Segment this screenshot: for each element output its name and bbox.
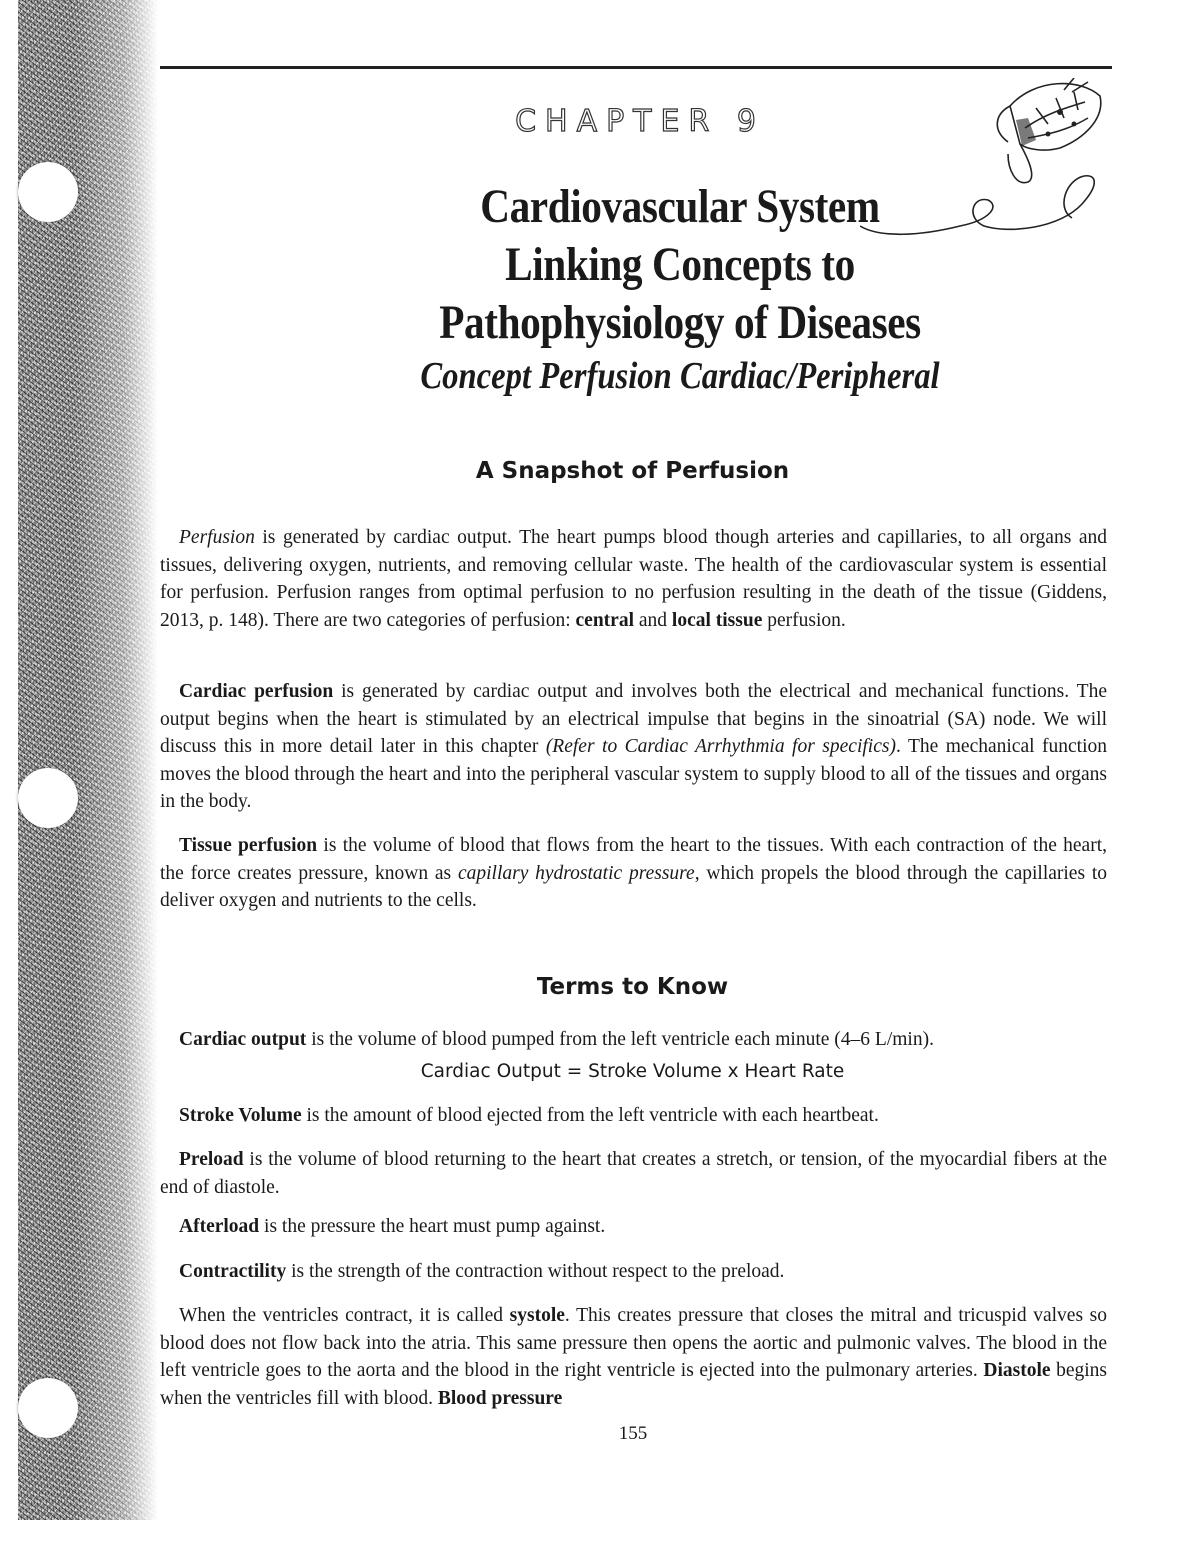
definition-stroke-volume — [160, 1102, 1107, 1130]
formula-cardiac-output: Cardiac Output = Stroke Volume x Heart Rate — [420, 1061, 845, 1082]
paragraph-text: is the volume of blood that flows from the heart to the tissues. With each contraction of the heart, the force creates pressure, known as — [160, 835, 1107, 884]
definition-text: is the volume of blood pumped from the left ventricle each minute (4–6 L/min). — [306, 1029, 934, 1050]
chapter-title-line-1: Cardiovascular System — [480, 180, 880, 233]
term-central: central — [575, 609, 634, 631]
section-heading-terms: Terms to Know — [536, 974, 729, 1000]
chapter-title-line-2: Linking Concepts to — [505, 238, 855, 291]
chapter-subtitle: Concept Perfusion Cardiac/Peripheral — [420, 355, 940, 397]
term-capillary-hydrostatic-pressure: capillary hydrostatic pressure — [457, 862, 695, 884]
paragraph-text: is generated by cardiac output and involves both the electrical and mechanical functions. The output begins when the heart is stimulated by an electrical impulse that begins in the sinoatrial (SA) node. We will discuss this in more detail later in this chapter — [160, 681, 1107, 757]
chapter-title-block — [300, 178, 1060, 400]
chapter-title-line-3: Pathophysiology of Diseases — [439, 296, 921, 349]
page-number: 155 — [618, 1423, 648, 1444]
term-afterload: Afterload — [179, 1216, 260, 1237]
paragraph-perfusion — [160, 524, 1107, 634]
term-perfusion: Perfusion — [179, 527, 255, 548]
paragraph-text: . This creates pressure that closes the mitral and tricuspid valves so blood does not flow back into the atria. This same pressure then opens the aortic and pulmonic valves. The blood in the left ventricle goes to the aorta and the blood in the right ventricle is ejected into the pulmonary arteries. — [160, 1305, 1107, 1381]
definition-text: is the pressure the heart must pump against. — [259, 1216, 606, 1237]
term-tissue-perfusion: Tissue perfusion — [179, 835, 318, 856]
paragraph-text: is generated by cardiac output. The heart pumps blood though arteries and capillaries, to all organs and tissues, delivering oxygen, nutrients, and removing cellular waste. The health of the cardiovascular system is essential for perfusion. Perfusion ranges from optimal perfusion to no perfusion resulting in the death of the tissue (Giddens, 2013, p. 148). There are two categories of perfusion: — [160, 527, 1107, 631]
term-preload: Preload — [179, 1149, 244, 1170]
definition-preload — [160, 1146, 1107, 1201]
term-cardiac-perfusion: Cardiac perfusion — [179, 681, 334, 702]
cross-reference: (Refer to Cardiac Arrhythmia for specifics) — [545, 736, 896, 757]
paragraph-tissue-perfusion — [160, 832, 1107, 915]
section-heading-snapshot: A Snapshot of Perfusion — [475, 458, 790, 484]
paragraph-text: . The mechanical function moves the blood through the heart and into the peripheral vascular system to supply blood to all of the tissues and organs in the body. — [160, 736, 1108, 812]
paragraph-text: , which propels the blood through the capillaries to deliver oxygen and nutrients to the cells. — [160, 862, 1108, 911]
definition-cardiac-output — [160, 1026, 1107, 1054]
definition-afterload — [160, 1213, 1107, 1241]
paragraph-text: and — [634, 609, 672, 631]
term-local-tissue: local tissue — [671, 609, 763, 631]
term-contractility: Contractility — [179, 1261, 287, 1282]
term-diastole: Diastole — [983, 1360, 1051, 1381]
definition-text: is the amount of blood ejected from the left ventricle with each heartbeat. — [301, 1105, 879, 1126]
chapter-label: CHAPTER 9 — [515, 104, 765, 139]
paragraph-systole-diastole — [160, 1302, 1107, 1412]
definition-contractility — [160, 1258, 1107, 1286]
definition-text: is the volume of blood returning to the heart that creates a stretch, or tension, of the myocardial fibers at the end of diastole. — [160, 1149, 1107, 1198]
header-rule — [160, 66, 1112, 69]
paragraph-text: begins when the ventricles fill with blood. — [160, 1360, 1108, 1409]
paragraph-cardiac-perfusion — [160, 678, 1107, 816]
term-cardiac-output: Cardiac output — [179, 1029, 307, 1050]
punch-hole-middle — [18, 768, 78, 828]
punch-hole-top — [18, 162, 78, 222]
term-stroke-volume: Stroke Volume — [179, 1105, 302, 1126]
term-blood-pressure: Blood pressure — [437, 1387, 563, 1409]
paragraph-text: When the ventricles contract, it is called — [179, 1305, 510, 1326]
definition-text: is the strength of the contraction without respect to the preload. — [286, 1261, 785, 1282]
paragraph-text: perfusion. — [762, 609, 846, 631]
scan-binding-edge — [18, 0, 158, 1520]
term-systole: systole — [509, 1305, 565, 1326]
